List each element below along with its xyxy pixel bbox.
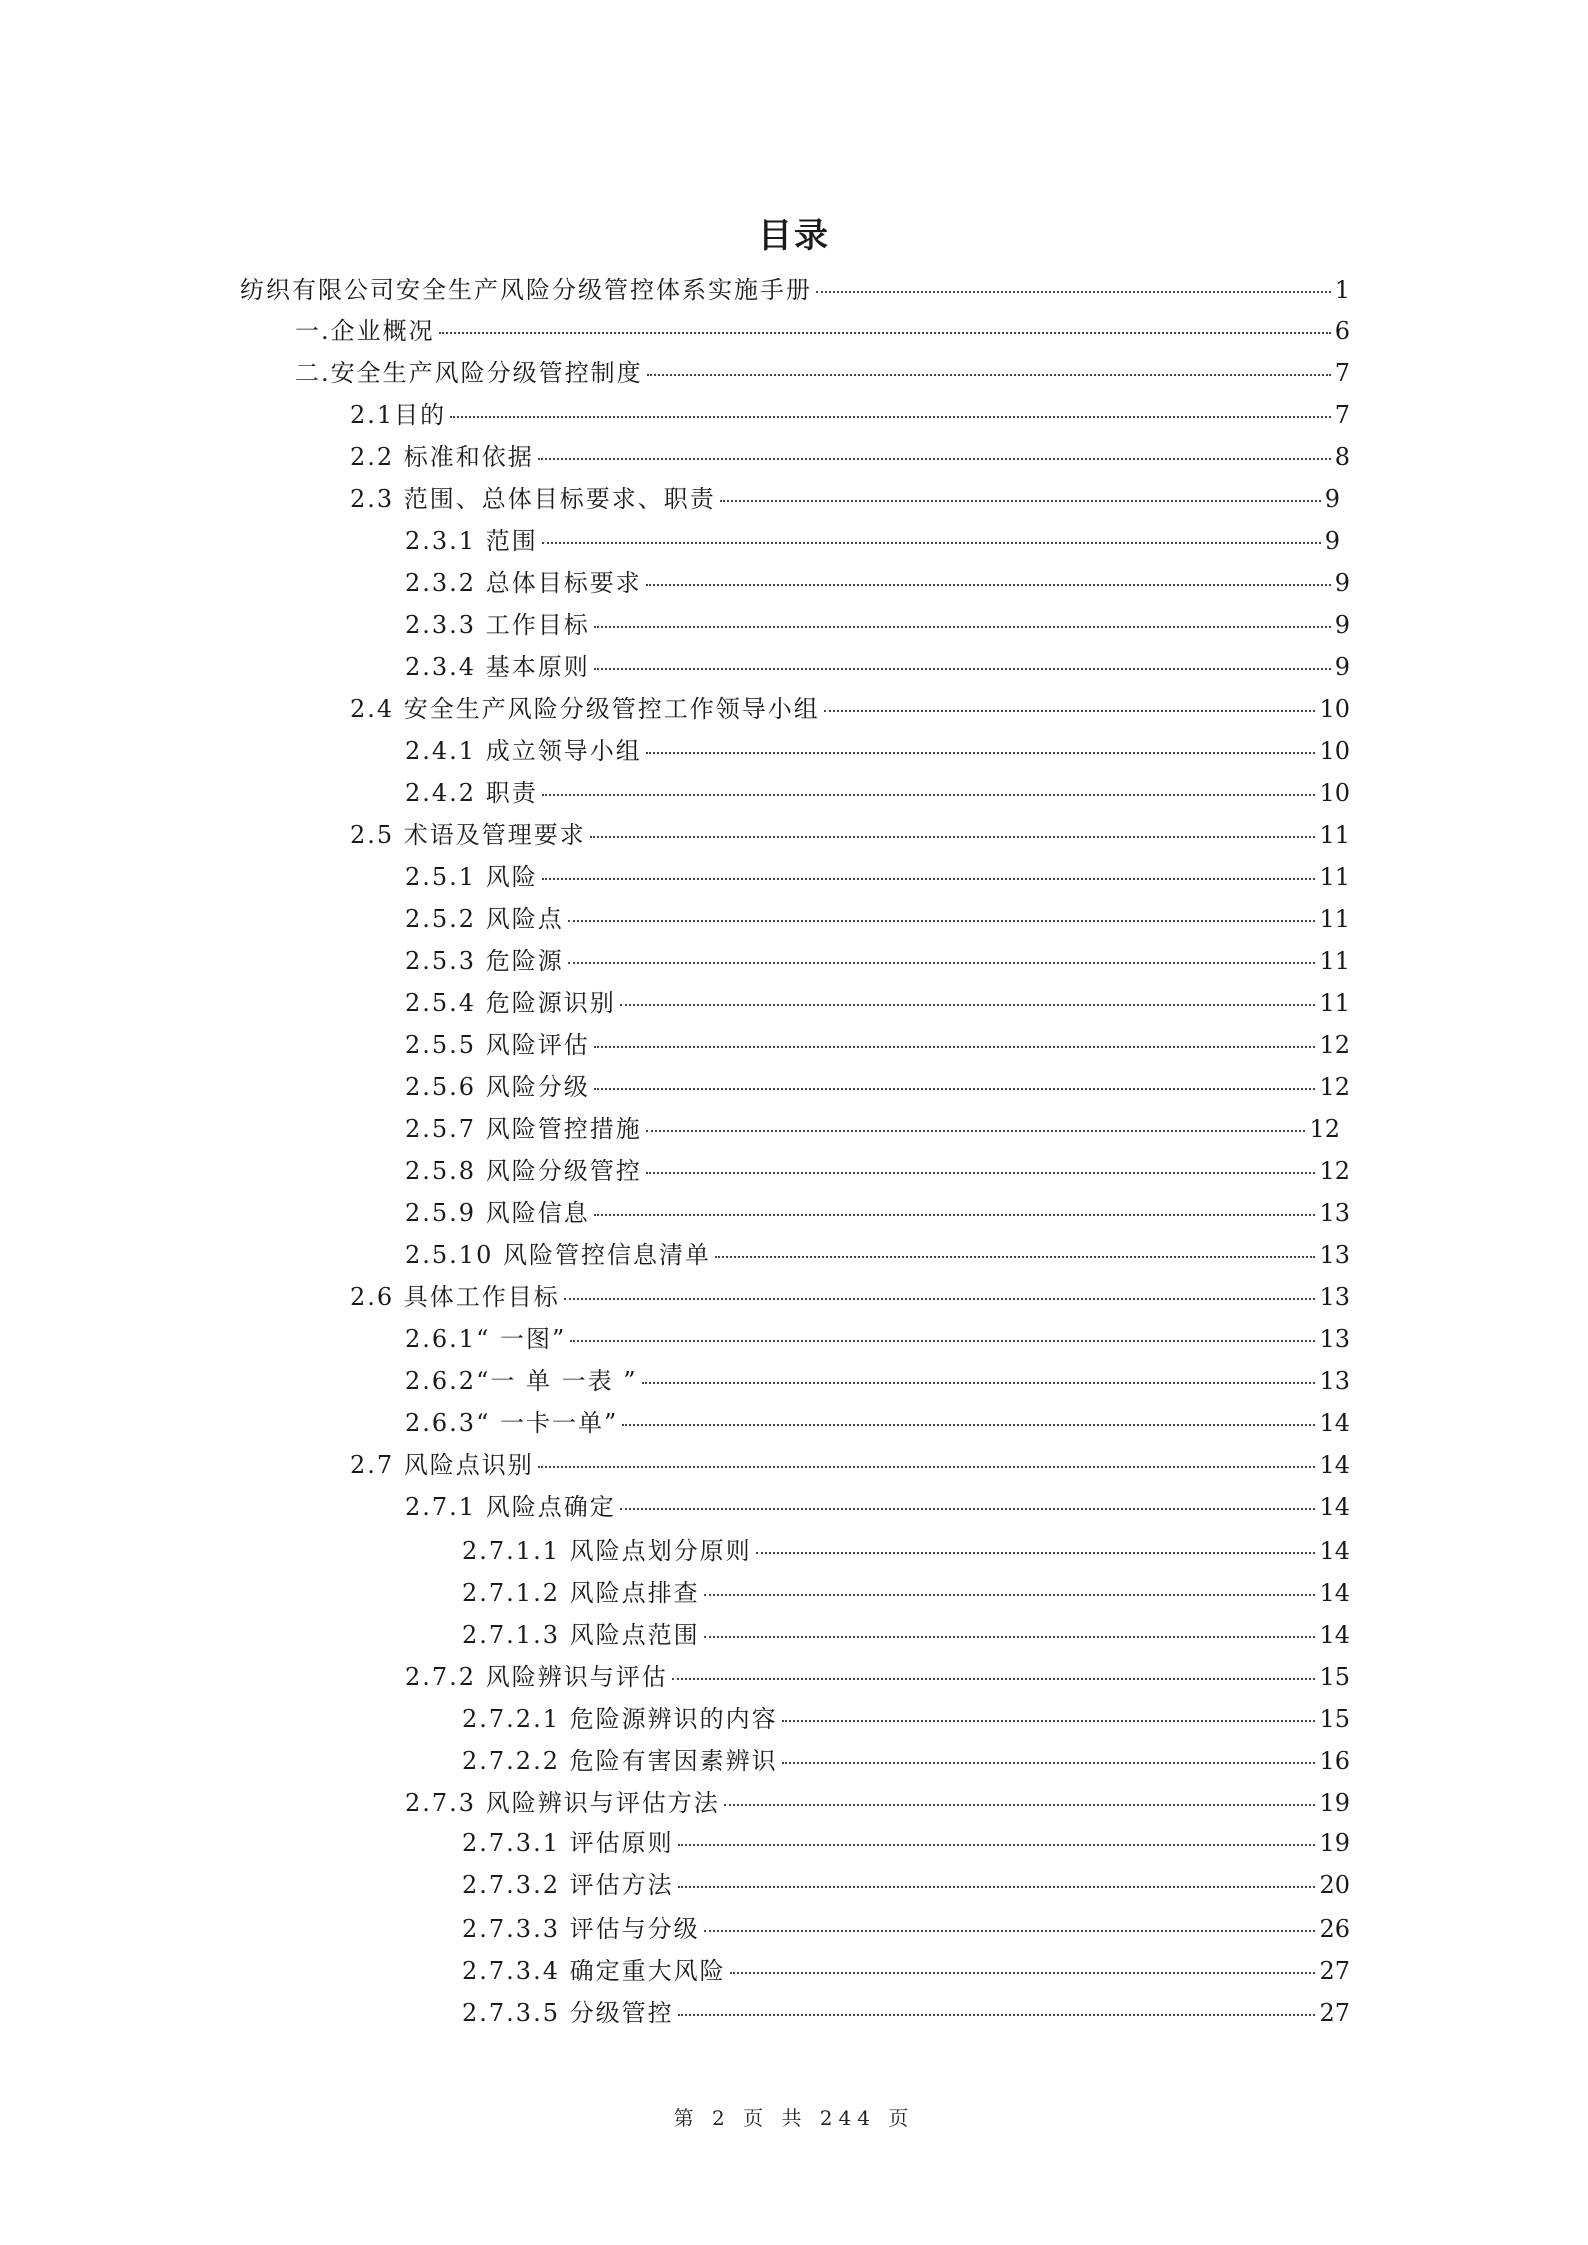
toc-entry[interactable] bbox=[405, 1406, 1350, 1440]
toc-dot-leader bbox=[678, 2014, 1316, 2016]
toc-entry-title: 2.3 范围、总体目标要求、职责 bbox=[350, 485, 716, 513]
toc-entry[interactable] bbox=[240, 273, 1350, 307]
toc-dot-leader bbox=[704, 1930, 1316, 1932]
toc-dot-leader bbox=[620, 1004, 1316, 1006]
toc-dot-leader bbox=[570, 1340, 1315, 1342]
toc-entry-page: 7 bbox=[1334, 401, 1350, 429]
toc-entry-title: 2.3.4 基本原则 bbox=[405, 653, 590, 681]
toc-entry-title: 2.6.2“一 单 一表 ” bbox=[405, 1367, 638, 1395]
toc-entry-title: 2.2 标准和依据 bbox=[350, 443, 534, 471]
page-footer: 第 2 页 共 244 页 bbox=[673, 2106, 915, 2130]
toc-dot-leader bbox=[724, 1804, 1316, 1806]
toc-title: 目录 bbox=[758, 216, 830, 256]
toc-dot-leader bbox=[646, 1172, 1316, 1174]
toc-entry-page: 7 bbox=[1334, 359, 1350, 387]
toc-dot-leader bbox=[704, 1636, 1316, 1638]
toc-entry-page: 9 bbox=[1324, 485, 1340, 513]
toc-entry[interactable] bbox=[462, 1534, 1350, 1568]
toc-entry[interactable] bbox=[405, 1490, 1350, 1524]
toc-entry[interactable] bbox=[462, 1618, 1350, 1652]
toc-dot-leader bbox=[538, 1466, 1316, 1468]
toc-entry[interactable] bbox=[462, 1826, 1350, 1860]
toc-dot-leader bbox=[646, 752, 1316, 754]
toc-entry-page: 1 bbox=[1334, 276, 1350, 304]
toc-entry[interactable] bbox=[405, 734, 1350, 768]
toc-dot-leader bbox=[678, 1886, 1316, 1888]
toc-entry-title: 纺织有限公司安全生产风险分级管控体系实施手册 bbox=[240, 276, 812, 304]
toc-entry[interactable] bbox=[462, 1576, 1350, 1610]
toc-entry[interactable] bbox=[462, 1954, 1350, 1988]
toc-dot-leader bbox=[542, 878, 1316, 880]
toc-dot-leader bbox=[642, 1382, 1316, 1384]
toc-entry-title: 2.5.7 风险管控措施 bbox=[405, 1115, 642, 1143]
toc-entry[interactable] bbox=[350, 818, 1350, 852]
toc-entry-page: 6 bbox=[1334, 317, 1350, 345]
toc-entry-page: 11 bbox=[1319, 989, 1350, 1017]
toc-entry-title: 2.7.1 风险点确定 bbox=[405, 1493, 616, 1521]
toc-entry-page: 16 bbox=[1319, 1747, 1350, 1775]
toc-entry-page: 14 bbox=[1319, 1621, 1350, 1649]
toc-entry[interactable] bbox=[350, 398, 1350, 432]
toc-entry[interactable] bbox=[405, 1660, 1350, 1694]
toc-entry-page: 19 bbox=[1319, 1789, 1350, 1817]
toc-entry-page: 13 bbox=[1319, 1199, 1350, 1227]
toc-entry-page: 9 bbox=[1324, 527, 1340, 555]
toc-entry[interactable] bbox=[405, 1196, 1350, 1230]
toc-entry[interactable] bbox=[405, 524, 1340, 558]
toc-entry-title: 2.5.6 风险分级 bbox=[405, 1073, 590, 1101]
toc-entry-title: 2.4.2 职责 bbox=[405, 779, 538, 807]
toc-entry-title: 2.6.3“ 一卡一单” bbox=[405, 1409, 619, 1437]
toc-entry-title: 2.7.3.5 分级管控 bbox=[462, 1999, 674, 2027]
toc-dot-leader bbox=[620, 1508, 1316, 1510]
toc-dot-leader bbox=[594, 668, 1331, 670]
toc-entry[interactable] bbox=[462, 1702, 1350, 1736]
toc-entry-title: 一.企业概况 bbox=[295, 317, 435, 345]
toc-entry[interactable] bbox=[350, 1448, 1350, 1482]
toc-entry-title: 2.7 风险点识别 bbox=[350, 1451, 534, 1479]
toc-entry-page: 15 bbox=[1319, 1705, 1350, 1733]
toc-entry-page: 10 bbox=[1319, 695, 1350, 723]
toc-entry-page: 9 bbox=[1334, 569, 1350, 597]
toc-dot-leader bbox=[715, 1256, 1315, 1258]
toc-entry-title: 2.5.8 风险分级管控 bbox=[405, 1157, 642, 1185]
toc-entry-page: 27 bbox=[1319, 1957, 1350, 1985]
toc-entry[interactable] bbox=[295, 314, 1350, 348]
toc-entry-title: 2.5.4 危险源识别 bbox=[405, 989, 616, 1017]
toc-entry[interactable] bbox=[405, 860, 1350, 894]
toc-entry-page: 12 bbox=[1319, 1031, 1350, 1059]
toc-entry-title: 2.6 具体工作目标 bbox=[350, 1283, 560, 1311]
toc-entry-page: 12 bbox=[1319, 1157, 1350, 1185]
toc-entry-title: 2.3.3 工作目标 bbox=[405, 611, 590, 639]
toc-entry[interactable] bbox=[405, 902, 1350, 936]
toc-dot-leader bbox=[594, 1088, 1316, 1090]
toc-entry[interactable] bbox=[350, 440, 1350, 474]
toc-entry[interactable] bbox=[405, 1112, 1340, 1146]
toc-entry[interactable] bbox=[405, 1322, 1350, 1356]
toc-entry-title: 2.5.10 风险管控信息清单 bbox=[405, 1241, 711, 1269]
toc-dot-leader bbox=[568, 920, 1316, 922]
toc-entry[interactable] bbox=[405, 986, 1350, 1020]
toc-entry-page: 26 bbox=[1319, 1915, 1350, 1943]
toc-dot-leader bbox=[646, 1130, 1306, 1132]
toc-entry-title: 2.3.1 范围 bbox=[405, 527, 538, 555]
toc-entry-title: 2.5.5 风险评估 bbox=[405, 1031, 590, 1059]
toc-entry-title: 2.7.3.4 确定重大风险 bbox=[462, 1957, 726, 1985]
toc-dot-leader bbox=[782, 1762, 1316, 1764]
toc-entry-title: 2.7.1.1 风险点划分原则 bbox=[462, 1537, 752, 1565]
toc-entry-title: 2.5.9 风险信息 bbox=[405, 1199, 590, 1227]
toc-entry[interactable] bbox=[405, 608, 1350, 642]
toc-entry-title: 2.7.3 风险辨识与评估方法 bbox=[405, 1789, 720, 1817]
toc-dot-leader bbox=[782, 1720, 1316, 1722]
toc-dot-leader bbox=[439, 332, 1331, 334]
toc-entry[interactable] bbox=[350, 1280, 1350, 1314]
toc-entry-page: 10 bbox=[1319, 737, 1350, 765]
toc-entry-page: 14 bbox=[1319, 1451, 1350, 1479]
toc-entry-page: 13 bbox=[1319, 1325, 1350, 1353]
toc-entry[interactable] bbox=[462, 1868, 1350, 1902]
toc-entry-page: 14 bbox=[1319, 1537, 1350, 1565]
toc-entry-page: 19 bbox=[1319, 1829, 1350, 1857]
toc-entry-page: 9 bbox=[1334, 653, 1350, 681]
toc-dot-leader bbox=[647, 374, 1331, 376]
toc-dot-leader bbox=[756, 1552, 1316, 1554]
toc-entry[interactable] bbox=[295, 356, 1350, 390]
toc-entry[interactable] bbox=[462, 1996, 1350, 2030]
toc-dot-leader bbox=[622, 1424, 1315, 1426]
toc-entry-page: 13 bbox=[1319, 1241, 1350, 1269]
toc-entry-page: 12 bbox=[1309, 1115, 1340, 1143]
toc-entry[interactable] bbox=[405, 1154, 1350, 1188]
toc-entry-page: 27 bbox=[1319, 1999, 1350, 2027]
toc-entry-page: 8 bbox=[1334, 443, 1350, 471]
toc-entry-title: 2.1目的 bbox=[350, 401, 447, 429]
toc-entry[interactable] bbox=[462, 1912, 1350, 1946]
toc-dot-leader bbox=[568, 962, 1316, 964]
toc-entry-title: 2.7.3.1 评估原则 bbox=[462, 1829, 674, 1857]
toc-entry-title: 2.6.1“ 一图” bbox=[405, 1325, 567, 1353]
toc-entry-title: 2.7.3.2 评估方法 bbox=[462, 1871, 674, 1899]
toc-entry-page: 9 bbox=[1334, 611, 1350, 639]
toc-entry-title: 2.7.1.3 风险点范围 bbox=[462, 1621, 700, 1649]
toc-entry[interactable] bbox=[405, 566, 1350, 600]
toc-entry-page: 11 bbox=[1319, 905, 1350, 933]
toc-entry-title: 2.5.2 风险点 bbox=[405, 905, 564, 933]
toc-entry-page: 13 bbox=[1319, 1283, 1350, 1311]
toc-entry-page: 11 bbox=[1319, 947, 1350, 975]
toc-dot-leader bbox=[730, 1972, 1316, 1974]
toc-entry-page: 11 bbox=[1319, 863, 1350, 891]
toc-entry-page: 12 bbox=[1319, 1073, 1350, 1101]
toc-dot-leader bbox=[672, 1678, 1316, 1680]
toc-entry[interactable] bbox=[405, 650, 1350, 684]
toc-entry[interactable] bbox=[405, 776, 1350, 810]
toc-dot-leader bbox=[704, 1594, 1316, 1596]
toc-entry-title: 2.3.2 总体目标要求 bbox=[405, 569, 642, 597]
toc-entry[interactable] bbox=[405, 1028, 1350, 1062]
toc-entry[interactable] bbox=[462, 1744, 1350, 1778]
toc-dot-leader bbox=[824, 710, 1316, 712]
toc-entry[interactable] bbox=[405, 1364, 1350, 1398]
toc-entry-title: 2.5 术语及管理要求 bbox=[350, 821, 586, 849]
toc-entry[interactable] bbox=[350, 482, 1340, 516]
toc-dot-leader bbox=[594, 1214, 1316, 1216]
toc-entry[interactable] bbox=[405, 1238, 1350, 1272]
toc-entry-title: 二.安全生产风险分级管控制度 bbox=[295, 359, 643, 387]
toc-entry-title: 2.7.2.1 危险源辨识的内容 bbox=[462, 1705, 778, 1733]
toc-dot-leader bbox=[590, 836, 1316, 838]
toc-entry-title: 2.5.3 危险源 bbox=[405, 947, 564, 975]
toc-entry-page: 15 bbox=[1319, 1663, 1350, 1691]
toc-dot-leader bbox=[594, 1046, 1316, 1048]
toc-entry-page: 13 bbox=[1319, 1367, 1350, 1395]
toc-entry-title: 2.5.1 风险 bbox=[405, 863, 538, 891]
toc-entry-title: 2.7.2 风险辨识与评估 bbox=[405, 1663, 668, 1691]
toc-entry[interactable] bbox=[405, 1070, 1350, 1104]
toc-entry-page: 11 bbox=[1319, 821, 1350, 849]
toc-entry-title: 2.7.2.2 危险有害因素辨识 bbox=[462, 1747, 778, 1775]
toc-entry[interactable] bbox=[405, 944, 1350, 978]
toc-dot-leader bbox=[542, 794, 1316, 796]
toc-entry-page: 14 bbox=[1319, 1579, 1350, 1607]
toc-entry-page: 10 bbox=[1319, 779, 1350, 807]
toc-dot-leader bbox=[594, 626, 1331, 628]
toc-dot-leader bbox=[646, 584, 1331, 586]
toc-entry[interactable] bbox=[405, 1786, 1350, 1820]
toc-entry-title: 2.7.1.2 风险点排查 bbox=[462, 1579, 700, 1607]
toc-entry-title: 2.4.1 成立领导小组 bbox=[405, 737, 642, 765]
toc-dot-leader bbox=[816, 291, 1331, 293]
toc-entry-title: 2.7.3.3 评估与分级 bbox=[462, 1915, 700, 1943]
toc-dot-leader bbox=[564, 1298, 1316, 1300]
toc-entry-page: 14 bbox=[1319, 1409, 1350, 1437]
toc-dot-leader bbox=[720, 500, 1321, 502]
toc-dot-leader bbox=[678, 1844, 1316, 1846]
toc-dot-leader bbox=[538, 458, 1331, 460]
toc-entry-page: 14 bbox=[1319, 1493, 1350, 1521]
toc-entry[interactable] bbox=[350, 692, 1350, 726]
toc-entry-title: 2.4 安全生产风险分级管控工作领导小组 bbox=[350, 695, 820, 723]
toc-entry-page: 20 bbox=[1319, 1871, 1350, 1899]
toc-dot-leader bbox=[542, 542, 1321, 544]
toc-dot-leader bbox=[450, 416, 1331, 418]
